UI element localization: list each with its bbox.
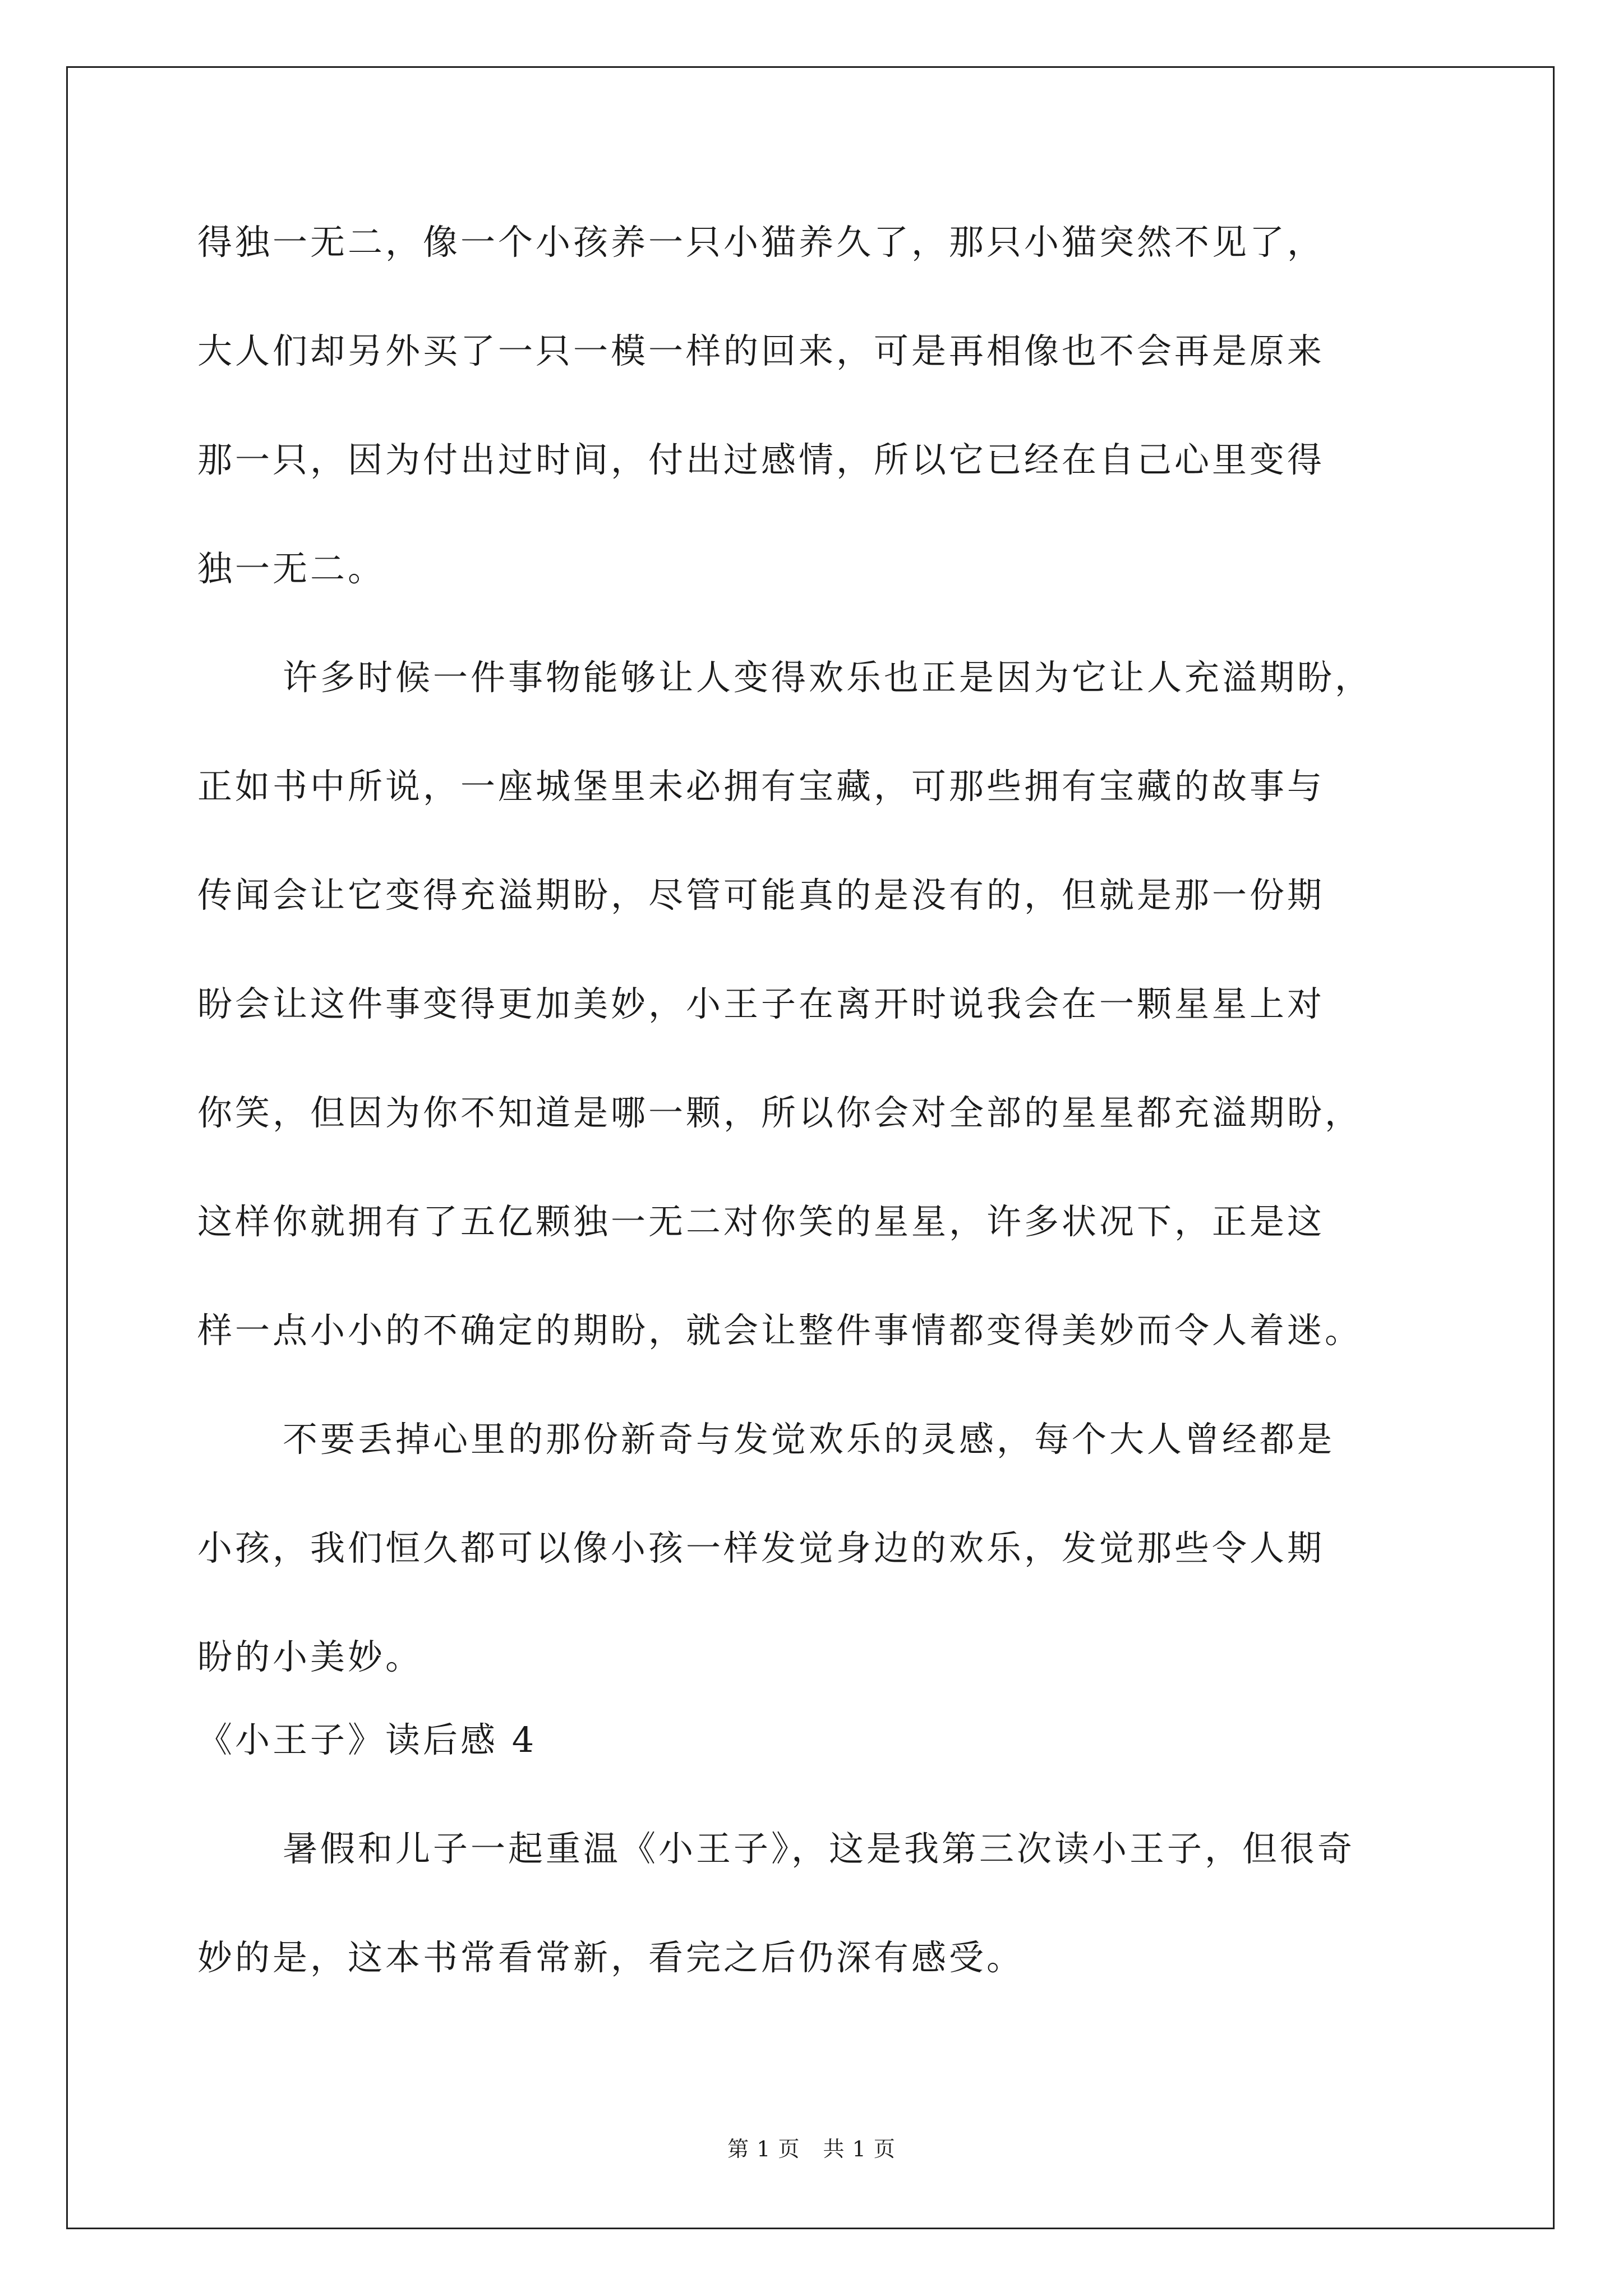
page-number: 第 1 页 <box>727 2137 800 2161</box>
text-line: 盼的小美妙。 <box>197 1636 423 1677</box>
text-line: 大人们却另外买了一只一模一样的回来，可是再相像也不会再是原来 <box>197 330 1325 371</box>
text-line: 许多时候一件事物能够让人变得欢乐也正是因为它让人充溢期盼， <box>283 657 1373 698</box>
text-line: 得独一无二，像一个小孩养一只小猫养久了，那只小猫突然不见了， <box>197 222 1325 263</box>
section-heading: 《小王子》读后感 4 <box>197 1719 537 1760</box>
text-line: 独一无二。 <box>197 548 386 589</box>
text-line: 那一只，因为付出过时间，付出过感情，所以它已经在自己心里变得 <box>197 439 1325 480</box>
text-line: 正如书中所说，一座城堡里未必拥有宝藏，可那些拥有宝藏的故事与 <box>197 766 1325 807</box>
text-line: 样一点小小的不确定的期盼，就会让整件事情都变得美妙而令人着迷。 <box>197 1310 1363 1351</box>
page-footer <box>0 2135 1623 2163</box>
text-line: 传闻会让它变得充溢期盼，尽管可能真的是没有的，但就是那一份期 <box>197 875 1325 915</box>
page-border <box>66 66 1555 2229</box>
text-line: 暑假和儿子一起重温《小王子》，这是我第三次读小王子，但很奇 <box>283 1828 1355 1869</box>
text-line: 盼会让这件事变得更加美妙，小王子在离开时说我会在一颗星星上对 <box>197 983 1325 1024</box>
text-line: 这样你就拥有了五亿颗独一无二对你笑的星星，许多状况下，正是这 <box>197 1201 1325 1242</box>
text-line: 你笑，但因为你不知道是哪一颗，所以你会对全部的星星都充溢期盼， <box>197 1092 1363 1133</box>
text-line: 不要丢掉心里的那份新奇与发觉欢乐的灵感，每个大人曾经都是 <box>283 1419 1335 1460</box>
page-total: 共 1 页 <box>823 2137 896 2161</box>
text-line: 妙的是，这本书常看常新，看完之后仍深有感受。 <box>197 1937 1025 1978</box>
text-line: 小孩，我们恒久都可以像小孩一样发觉身边的欢乐，发觉那些令人期 <box>197 1527 1325 1568</box>
